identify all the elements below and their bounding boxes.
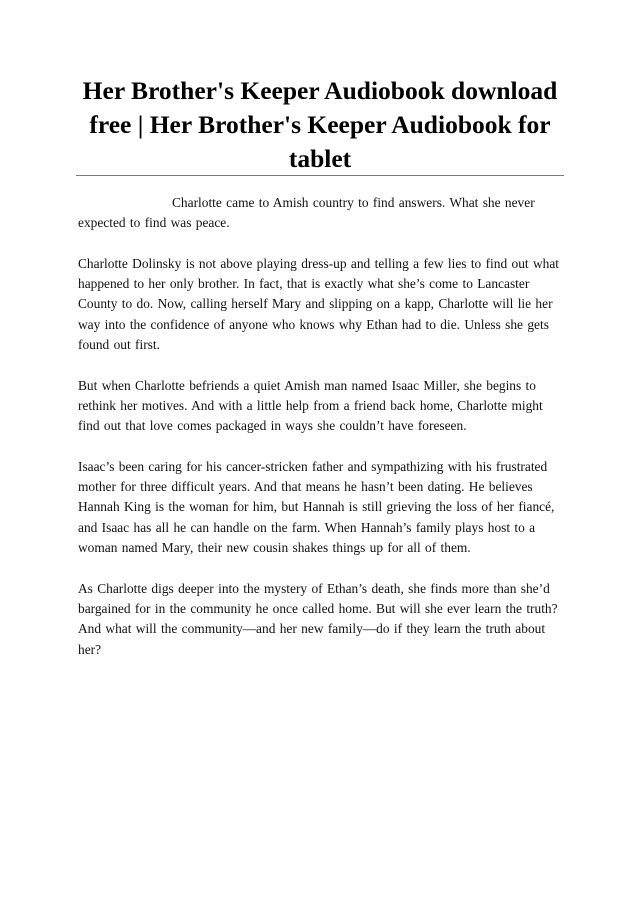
paragraph-1: Charlotte came to Amish country to find answers. What she never expected to find was peace.: [78, 195, 535, 231]
document-body: [78, 193, 562, 680]
paragraph-3: But when Charlotte befriends a quiet Amish man named Isaac Miller, she begins to rethink her motives. And with a little help from a friend back home, Charlotte might find out that love comes packaged in ways she couldn’t have foreseen.: [78, 377, 543, 434]
document-title: Her Brother's Keeper Audiobook download free | Her Brother's Keeper Audiobook for tablet: [82, 76, 558, 173]
paragraph-2: Charlotte Dolinsky is not above playing dress-up and telling a few lies to find out what happened to her only brother. In fact, that is exactly what she’s come to Lancaster County to do. Now, calling herself Mary and slipping on a kapp, Charlotte will lie her way into the confidence of anyone who knows why Ethan had to die. Unless she gets found out first.: [78, 255, 559, 353]
paragraph-5: As Charlotte digs deeper into the mystery of Ethan’s death, she finds more than she’d bargained for in the community he once called home. But will she ever learn the truth? And what will the community—and her new family—do if they learn the truth about her?: [78, 580, 558, 657]
paragraph-4: Isaac’s been caring for his cancer-stricken father and sympathizing with his frustrated mother for three difficult years. And that means he hasn’t been dating. He believes Hannah King is the woman for him, but Hannah is still grieving the loss of her fiancé, and Isaac has all he can handle on the farm. When Hannah’s family plays host to a woman named Mary, their new cousin shakes things up for all of them.: [78, 458, 555, 556]
title-divider: [76, 175, 564, 176]
